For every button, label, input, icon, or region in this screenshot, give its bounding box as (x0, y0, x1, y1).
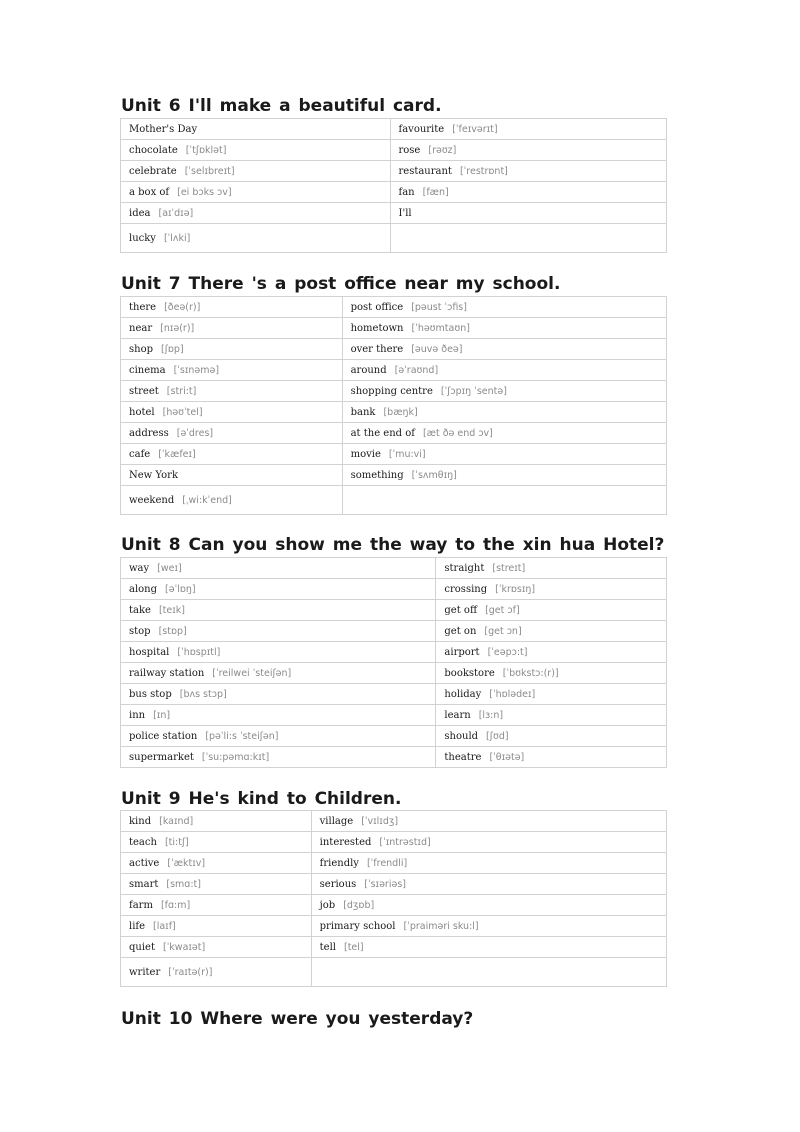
vocab-cell (121, 558, 436, 579)
vocab-phonetic: [pəust ˈɔfis] (411, 301, 467, 313)
vocab-word: airport (444, 646, 480, 658)
unit-10-title: Unit 10 Where were you yesterday? (121, 1009, 474, 1029)
vocab-phonetic: [ˈlʌki] (163, 232, 191, 244)
table-row (121, 182, 667, 203)
vocab-cell (121, 140, 391, 161)
table-row (121, 937, 667, 958)
vocab-phonetic: [streɪt] (492, 562, 526, 574)
vocab-cell (390, 119, 667, 140)
vocab-phonetic: [fæn] (422, 186, 449, 198)
table-row (121, 579, 667, 600)
table-row (121, 423, 667, 444)
vocab-phonetic: [ˈfeɪvərɪt] (452, 123, 498, 135)
vocab-word: teach (129, 836, 157, 848)
vocab-word: active (129, 857, 160, 869)
vocab-phonetic: [ˈkæfeɪ] (158, 448, 196, 460)
vocab-phonetic: [ʃɒp] (161, 343, 184, 355)
vocab-word: street (129, 385, 159, 397)
vocab-cell (121, 465, 343, 486)
unit-7-title: Unit 7 There 's a post office near my school. (121, 274, 561, 294)
vocab-cell (121, 224, 391, 253)
vocab-phonetic: [lɜ:n] (478, 709, 504, 721)
vocab-phonetic: [dʒɒb] (343, 899, 375, 911)
vocab-phonetic: [smɑ:t] (166, 878, 201, 890)
vocab-word: hotel (129, 406, 155, 418)
vocab-word: serious (319, 878, 357, 890)
vocab-word: Mother's Day (129, 123, 198, 135)
vocab-word: cinema (129, 364, 166, 376)
table-row (121, 339, 667, 360)
table-row (121, 747, 667, 768)
vocab-phonetic: [ti:tʃ] (164, 836, 189, 848)
vocab-cell (436, 663, 667, 684)
table-row (121, 203, 667, 224)
vocab-phonetic: [ˈsʌmθɪŋ] (411, 469, 457, 481)
vocab-word: a box of (129, 186, 170, 198)
vocab-cell (311, 874, 666, 895)
vocab-phonetic: [ˈtʃɒklət] (185, 144, 227, 156)
vocab-cell (121, 318, 343, 339)
vocab-cell (121, 297, 343, 318)
vocab-cell (390, 140, 667, 161)
vocab-cell (436, 747, 667, 768)
vocab-word: over there (350, 343, 404, 355)
vocab-word: favourite (398, 123, 445, 135)
vocab-word: cafe (129, 448, 151, 460)
vocab-word: railway station (129, 667, 205, 679)
vocab-cell (342, 423, 666, 444)
vocab-word: tell (319, 941, 336, 953)
table-row (121, 832, 667, 853)
vocab-cell (436, 579, 667, 600)
vocab-phonetic: [stri:t] (166, 385, 197, 397)
vocab-cell (390, 161, 667, 182)
vocab-word: something (350, 469, 404, 481)
vocab-word: shopping centre (350, 385, 433, 397)
table-row (121, 119, 667, 140)
vocab-phonetic: [ˈkwaɪət] (162, 941, 206, 953)
vocab-phonetic: [ˈæktɪv] (167, 857, 206, 869)
vocab-phonetic: [ˈrestrɒnt] (459, 165, 508, 177)
vocab-phonetic: [laɪf] (153, 920, 176, 932)
vocab-phonetic: [ei bɔks ɔv] (177, 186, 232, 198)
vocab-cell (121, 726, 436, 747)
vocab-cell (121, 621, 436, 642)
vocab-cell (121, 161, 391, 182)
vocab-phonetic: [ˈselɪbreɪt] (184, 165, 235, 177)
vocab-word: holiday (444, 688, 482, 700)
vocab-word: post office (350, 301, 404, 313)
vocab-phonetic: [ˈʃɔpɪŋ ˈsentə] (440, 385, 507, 397)
table-row (121, 558, 667, 579)
vocab-word: quiet (129, 941, 155, 953)
vocab-cell (311, 811, 666, 832)
vocab-phonetic: [teɪk] (158, 604, 185, 616)
vocab-word: should (444, 730, 479, 742)
vocab-cell (121, 423, 343, 444)
vocab-word: bus stop (129, 688, 172, 700)
vocab-word: learn (444, 709, 471, 721)
vocab-cell (121, 663, 436, 684)
unit-7-vocab-table (120, 296, 667, 515)
vocab-word: get on (444, 625, 477, 637)
vocab-phonetic: [ˈsɪnəmə] (173, 364, 220, 376)
vocab-word: bookstore (444, 667, 495, 679)
vocab-word: take (129, 604, 151, 616)
vocab-word: stop (129, 625, 151, 637)
table-row (121, 297, 667, 318)
table-row (121, 642, 667, 663)
vocab-phonetic: [ˈhəʊmtaʊn] (411, 322, 470, 334)
vocab-cell (342, 486, 666, 515)
table-row (121, 318, 667, 339)
vocab-word: friendly (319, 857, 359, 869)
vocab-phonetic: [ˈθɪətə] (489, 751, 525, 763)
vocab-phonetic: [weɪ] (157, 562, 182, 574)
vocab-word: lucky (129, 232, 156, 244)
vocab-word: bank (350, 406, 376, 418)
vocab-cell (121, 486, 343, 515)
vocab-cell (311, 937, 666, 958)
vocab-phonetic: [ˈɪntrəstɪd] (379, 836, 431, 848)
vocab-phonetic: [fɑ:m] (160, 899, 191, 911)
vocab-word: chocolate (129, 144, 178, 156)
vocab-phonetic: [get ɔf] (485, 604, 520, 616)
vocab-cell (121, 444, 343, 465)
vocab-word: around (350, 364, 387, 376)
vocab-word: celebrate (129, 165, 177, 177)
vocab-cell (342, 465, 666, 486)
vocab-phonetic: [bʌs stɔp] (179, 688, 227, 700)
vocab-cell (121, 937, 312, 958)
vocab-word: near (129, 322, 153, 334)
vocab-cell (342, 402, 666, 423)
vocab-phonetic: [tel] (344, 941, 364, 953)
table-row (121, 621, 667, 642)
vocab-word: there (129, 301, 157, 313)
vocab-phonetic: [ˌwi:kˈend] (182, 494, 232, 506)
vocab-phonetic: [əuvə ðeə] (411, 343, 463, 355)
vocab-phonetic: [aɪˈdɪə] (158, 207, 194, 219)
vocab-phonetic: [həʊˈtel] (162, 406, 203, 418)
table-row (121, 916, 667, 937)
vocab-phonetic: [pəˈli:s ˈsteiʃən] (205, 730, 279, 742)
vocab-word: New York (129, 469, 178, 481)
vocab-phonetic: [nɪə(r)] (160, 322, 195, 334)
vocab-phonetic: [ˈeəpɔ:t] (487, 646, 528, 658)
unit-8-vocab-table (120, 557, 667, 768)
table-row (121, 402, 667, 423)
unit-9-title: Unit 9 He's kind to Children. (121, 789, 402, 809)
vocab-cell (311, 832, 666, 853)
vocab-cell (121, 684, 436, 705)
vocab-phonetic: [rəʊz] (428, 144, 457, 156)
vocab-cell (436, 600, 667, 621)
vocab-cell (342, 360, 666, 381)
vocab-cell (121, 579, 436, 600)
vocab-cell (436, 558, 667, 579)
unit-9-vocab-table (120, 810, 667, 987)
vocab-cell (121, 916, 312, 937)
table-row (121, 705, 667, 726)
vocab-phonetic: [bæŋk] (383, 406, 418, 418)
vocab-cell (342, 381, 666, 402)
vocab-word: movie (350, 448, 381, 460)
table-row (121, 465, 667, 486)
vocab-word: police station (129, 730, 198, 742)
vocab-word: way (129, 562, 150, 574)
vocab-word: I'll (398, 207, 412, 219)
table-row (121, 895, 667, 916)
vocab-word: primary school (319, 920, 396, 932)
vocab-cell (121, 402, 343, 423)
vocab-word: village (319, 815, 354, 827)
vocab-phonetic: [ɪn] (153, 709, 171, 721)
unit-8-title: Unit 8 Can you show me the way to the xin hua Hotel? (121, 535, 665, 555)
vocab-phonetic: [ˈpraiməri sku:l] (403, 920, 479, 932)
vocab-phonetic: [ˈmu:vi] (388, 448, 426, 460)
vocab-cell (121, 874, 312, 895)
table-row (121, 684, 667, 705)
table-row (121, 360, 667, 381)
vocab-word: writer (129, 966, 161, 978)
vocab-cell (311, 895, 666, 916)
vocab-cell (121, 381, 343, 402)
vocab-cell (121, 895, 312, 916)
vocab-cell (121, 642, 436, 663)
vocab-word: supermarket (129, 751, 194, 763)
vocab-word: fan (398, 186, 415, 198)
vocab-word: get off (444, 604, 478, 616)
vocab-word: restaurant (398, 165, 452, 177)
table-row (121, 726, 667, 747)
vocab-cell (121, 811, 312, 832)
vocab-phonetic: [əˈdres] (176, 427, 214, 439)
table-row (121, 381, 667, 402)
vocab-cell (436, 621, 667, 642)
vocab-cell (342, 444, 666, 465)
vocab-phonetic: [ˈhɒspɪtl] (177, 646, 221, 658)
vocab-phonetic: [ˈhɒlədeɪ] (489, 688, 536, 700)
vocab-cell (436, 684, 667, 705)
table-row (121, 663, 667, 684)
vocab-word: idea (129, 207, 151, 219)
vocab-word: job (319, 899, 336, 911)
vocab-cell (121, 203, 391, 224)
table-row (121, 811, 667, 832)
vocab-cell (342, 339, 666, 360)
vocab-phonetic: [stɒp] (158, 625, 187, 637)
vocab-word: theatre (444, 751, 482, 763)
vocab-cell (121, 360, 343, 381)
vocab-cell (436, 642, 667, 663)
vocab-phonetic: [ˈbʊkstɔ:(r)] (502, 667, 559, 679)
vocab-cell (436, 705, 667, 726)
vocab-phonetic: [ðeə(r)] (164, 301, 201, 313)
vocab-word: crossing (444, 583, 488, 595)
vocab-word: hospital (129, 646, 170, 658)
vocab-cell (390, 182, 667, 203)
vocab-phonetic: [ˈsɪəriəs] (364, 878, 406, 890)
vocab-word: address (129, 427, 169, 439)
vocab-phonetic: [əˈraʊnd] (394, 364, 439, 376)
vocab-phonetic: [ˈraɪtə(r)] (168, 966, 213, 978)
vocab-cell (121, 182, 391, 203)
vocab-word: at the end of (350, 427, 415, 439)
vocab-word: smart (129, 878, 159, 890)
vocab-cell (342, 297, 666, 318)
vocab-word: inn (129, 709, 146, 721)
vocab-word: life (129, 920, 146, 932)
vocab-phonetic: [get ɔn] (484, 625, 522, 637)
vocab-word: shop (129, 343, 153, 355)
table-row (121, 958, 667, 987)
vocab-word: farm (129, 899, 153, 911)
vocab-word: hometown (350, 322, 404, 334)
vocab-phonetic: [æt ðə end ɔv] (422, 427, 493, 439)
unit-6-title: Unit 6 I'll make a beautiful card. (121, 96, 442, 116)
vocab-cell (121, 705, 436, 726)
vocab-phonetic: [ˈkrɒsɪŋ] (495, 583, 536, 595)
vocab-word: weekend (129, 494, 175, 506)
vocab-word: straight (444, 562, 485, 574)
table-row (121, 600, 667, 621)
vocab-cell (390, 224, 667, 253)
vocab-cell (121, 747, 436, 768)
vocab-word: interested (319, 836, 372, 848)
unit-6-vocab-table (120, 118, 667, 253)
table-row (121, 444, 667, 465)
table-row (121, 224, 667, 253)
vocab-cell (311, 916, 666, 937)
vocab-phonetic: [ʃʊd] (486, 730, 509, 742)
vocab-cell (121, 853, 312, 874)
vocab-cell (342, 318, 666, 339)
vocab-cell (121, 832, 312, 853)
vocab-cell (311, 853, 666, 874)
vocab-word: kind (129, 815, 152, 827)
vocab-word: along (129, 583, 158, 595)
vocab-cell (121, 600, 436, 621)
vocab-phonetic: [kaɪnd] (159, 815, 194, 827)
vocab-cell (390, 203, 667, 224)
table-row (121, 486, 667, 515)
table-row (121, 140, 667, 161)
vocab-cell (121, 119, 391, 140)
vocab-cell (436, 726, 667, 747)
vocab-cell (121, 339, 343, 360)
table-row (121, 853, 667, 874)
vocab-phonetic: [ˈsu:pəmɑ:kɪt] (201, 751, 270, 763)
vocab-phonetic: [əˈlɒŋ] (165, 583, 196, 595)
vocab-cell (121, 958, 312, 987)
vocab-phonetic: [ˈreilwei ˈsteiʃən] (212, 667, 292, 679)
vocab-phonetic: [ˈvɪlɪdʒ] (361, 815, 399, 827)
vocab-cell (311, 958, 666, 987)
vocab-phonetic: [ˈfrendli] (366, 857, 408, 869)
table-row (121, 161, 667, 182)
table-row (121, 874, 667, 895)
vocab-word: rose (398, 144, 421, 156)
